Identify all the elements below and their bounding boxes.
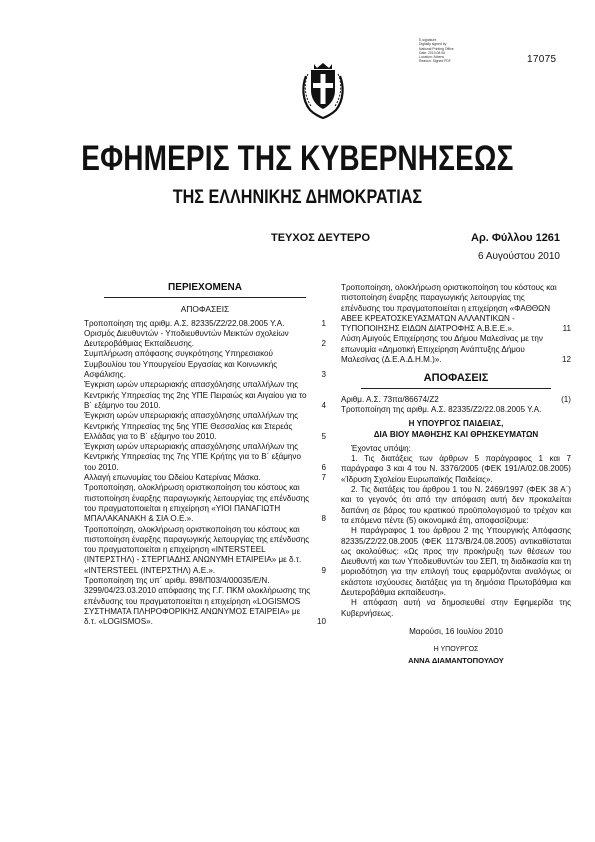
page-number: 17075 — [527, 54, 557, 65]
contents-entry-page: 5 — [321, 431, 326, 441]
signature-line: Digitally signed by — [419, 42, 447, 47]
contents-entry-text: Αλλαγή επωνυμίας του Ωδείου Κατερίνας Μάσκα. — [84, 473, 261, 483]
contents-entry — [84, 525, 326, 576]
authority-line: Η ΥΠΟΥΡΓΟΣ ΠΑΙΔΕΙΑΣ, — [408, 419, 504, 429]
digital-signature-block — [419, 38, 501, 64]
divider — [104, 297, 306, 298]
contents-entry — [84, 411, 326, 442]
contents-entry-text: Έγκριση ωρών υπερωριακής απασχόλησης υπαλλήλων της Κεντρικής Υπηρεσίας της 7ης ΥΠΕ Κρήτης για το Β΄ εξάμηνο του 2010. — [84, 442, 301, 472]
contents-entry — [84, 473, 326, 483]
contents-column — [84, 283, 326, 628]
signature-line: Reason: Signed PDF — [419, 59, 451, 64]
signature-line: National Printing Office — [419, 46, 454, 51]
divider — [361, 388, 551, 389]
contents-entry-page: 3 — [321, 370, 326, 380]
signatory-title: Η ΥΠΟΥΡΓΟΣ — [433, 646, 479, 654]
contents-entry-page: 10 — [316, 617, 326, 627]
signature-line: E-signature — [419, 38, 437, 42]
contents-entry — [84, 319, 326, 329]
contents-entry-page: 9 — [321, 565, 326, 575]
decision-number-row — [341, 395, 571, 405]
right-column — [341, 283, 571, 666]
gazette-title: ΕΦΗΜΕΡΙΣ ΤΗΣ ΚΥΒΕΡΝΗΣΕΩΣ — [81, 139, 514, 178]
sheet-number: Αρ. Φύλλου 1261 — [471, 232, 561, 244]
gazette-subtitle: ΤΗΣ ΕΛΛΗΝΙΚΗΣ ΔΗΜΟΚΡΑΤΙΑΣ — [172, 187, 423, 208]
contents-entry — [341, 283, 571, 334]
contents-subheading: ΑΠΟΦΑΣΕΙΣ — [180, 304, 230, 315]
contents-heading: ΠΕΡΙΕΧΟΜΕΝΑ — [168, 282, 242, 293]
contents-entry-page: 6 — [321, 462, 326, 472]
contents-list — [84, 319, 326, 628]
decision-subject: Τροποποίηση της αριθμ. Α.Σ. 82335/Ζ2/22.08.2005 Υ.Α. — [341, 404, 542, 414]
contents-entry-page: 4 — [321, 400, 326, 410]
signature-line: Location: Athens — [419, 55, 445, 60]
contents-entry — [84, 380, 326, 411]
contents-entry — [84, 576, 326, 627]
authority-line: ΔΙΑ ΒΙΟΥ ΜΑΘΗΣΗΣ ΚΑΙ ΘΡΗΣΚΕΥΜΑΤΩΝ — [373, 429, 539, 439]
contents-entry-text: Συμπλήρωση απόφασης συγκρότησης Υπηρεσιακού Συμβουλίου του Υπουργείου Εργασίας και Κοινωνικής Ασφάλισης. — [84, 349, 278, 380]
decisions-heading: ΑΠΟΦΑΣΕΙΣ — [423, 372, 489, 385]
place-date: Μαρούσι, 16 Ιουλίου 2010 — [409, 626, 503, 636]
contents-entry-page: 2 — [321, 339, 326, 349]
contents-entry-text: Τροποποίηση της αριθμ. Α.Σ. 82335/Ζ2/22.08.2005 Υ.Α. — [84, 318, 285, 328]
decision-number: Αριθμ. Α.Σ. 73πα/86674/Ζ2 — [341, 394, 439, 404]
decision-paragraph: 1. Τις διατάξεις των άρθρων 5 παράγραφος 1 και 7 παράγραφο 3 και 4 του Ν. 3376/2005 (ΦΕΚ 191/Α/02.08.2005) «Ίδρυση Σχολείου Ευρωπαϊκής Παιδείας». — [341, 454, 571, 484]
signatory-name: ΑΝΝΑ ΔΙΑΜΑΝΤΟΠΟΥΛΟΥ — [408, 655, 504, 665]
decision-paragraph: 2. Τις διατάξεις του άρθρου 1 του Ν. 2469/1997 (ΦΕΚ 38 Α΄) και το γεγονός ότι από την απόφαση αυτή δεν προκαλείται δαπάνη σε βάρος του κρατικού προϋπολογισμού το τρέχον και τα επόμενα πέντε (5) οικονομικά έτη, αποφασίζουμε: — [341, 485, 571, 525]
signature-line: Date: 2010.08.06 — [419, 50, 446, 55]
contents-entry-page: 1 — [321, 318, 326, 328]
greek-coat-of-arms-icon — [296, 62, 350, 120]
contents-entry-page: 12 — [561, 355, 571, 365]
contents-entry-text: Τροποποίηση, ολοκλήρωση οριστικοποίηση του κόστους και πιστοποίηση έναρξης παραγωγικής λειτουργίας της επένδυσης του πραγματοποιείται η επιχείρηση «ΥΙΟΙ ΠΑΝΑΓΙΩΤΗ ΜΠΑΛΑΚΑΝΑΚΗ & ΣΙΑ Ο.Ε.». — [84, 483, 310, 524]
issue-label: ΤΕΥΧΟΣ ΔΕΥΤΕΡΟ — [271, 232, 371, 244]
contents-entry-page: 7 — [321, 473, 326, 483]
contents-entry-text: Τροποποίηση, ολοκλήρωση οριστικοποίηση του κόστους και πιστοποίηση έναρξης παραγωγικής λειτουργίας της επένδυσης του πραγματοποιείται η επιχείρηση «INTERSTEEL (ΙΝΤΕΡΣΤΗΛ) - ΣΤΕΡΓΙΑΔΗΣ ΑΝΩΝΥΜΗ ΕΤΑΙΡΕΙΑ» με δ.τ. «INTERSTEEL (ΙΝΤΕΡΣΤΗΛ) Α.Ε.». — [84, 524, 310, 575]
contents-entry-text: Έγκριση ωρών υπερωριακής απασχόλησης υπαλλήλων της Κεντρικής Υπηρεσίας της 5ης ΥΠΕ Θεσσαλίας και Στερεάς Ελλάδας για το Β΄ εξάμηνο του 2010. — [84, 411, 299, 441]
contents-entry-text: Ορισμός Διευθυντών - Υποδιευθυντών Μεικτών σχολείων Δευτεροβάθμιας Εκπαίδευσης. — [84, 328, 289, 349]
contents-list-continued — [341, 283, 571, 365]
contents-entry-text: Έγκριση ωρών υπερωριακής απασχόλησης υπαλλήλων της Κεντρικής Υπηρεσίας της 2ης ΥΠΕ Πειραιώς και Αιγαίου για το Β΄ εξάμηνο του 2010. — [84, 380, 307, 410]
contents-entry — [84, 442, 326, 473]
considering-label: Έχοντας υπόψη: — [351, 443, 411, 453]
contents-entry-text: Λύση Αμιγούς Επιχείρησης του Δήμου Μαλεσίνας με την επωνυμία «Δημοτική Επιχείρηση Ανάπτυξης Δήμου Μαλεσίνας (Δ.Ε.Α.Δ.Η.Μ.)». — [341, 334, 543, 365]
contents-entry-page: 11 — [562, 324, 571, 334]
contents-entry-page: 8 — [321, 514, 326, 524]
contents-entry — [341, 334, 571, 365]
decision-paragraph: Η απόφαση αυτή να δημοσιευθεί στην Εφημερίδα της Κυβερνήσεως. — [341, 598, 571, 618]
contents-entry — [84, 349, 326, 380]
contents-entry-text: Τροποποίηση της υπ΄ αριθμ. 898/Π03/4/00035/Ε/Ν. 3299/04/23.03.2010 απόφασης της Γ.Γ. ΠΚΜ ολοκλήρωσης της επένδυσης του πραγματοποιείται η επιχείρηση «LOGISMOS ΣΥΣΤΗΜΑΤΑ ΠΛΗΡΟΦΟΡΙΚΗΣ ΑΝΩΝΥΜΟΣ ΕΤΑΙΡΕΙΑ» με δ.τ. «LOGISMOS». — [84, 576, 311, 627]
decision-paragraph: Η παράγραφος 1 του άρθρου 2 της Υπουργικής Απόφασης 82335/Ζ2/22.08.2005 (ΦΕΚ 1173/Β/24.08.2005) αντικαθίσταται ως ακολούθως: «Ως προς την προκήρυξη των θέσεων του Διευθυντή και των Υποδιευθυντών του ΣΕΠ, τη διαδικασία και τη μοριοδότηση για την επιλογή τους εφαρμόζονται αναλόγως οι εκάστοτε ισχύουσες διατάξεις για τη δημόσια Πρωτοβάθμια και Δευτεροβάθμια εκπαίδευση». — [341, 526, 571, 598]
decision-index: (1) — [561, 394, 571, 404]
issue-date: 6 Αυγούστου 2010 — [478, 251, 560, 262]
contents-entry — [84, 483, 326, 524]
contents-entry — [84, 329, 326, 350]
contents-entry-text: Τροποποίηση, ολοκλήρωση οριστικοποίηση του κόστους και πιστοποίηση έναρξης παραγωγικής λειτουργίας της επένδυσης του πραγματοποιείται η επιχείρηση «ΦΑΘΘΩΝ ΑΒΕΕ ΚΡΕΑΤΟΣΚΕΥΑΣΜΑΤΩΝ ΑΛΛΑΝΤΙΚΩΝ - ΤΥΠΟΠΟΙΗΣΗΣ ΕΙΔΩΝ ΔΙΑΤΡΟΦΗΣ Α.Β.Ε.Ε.». — [341, 283, 557, 334]
